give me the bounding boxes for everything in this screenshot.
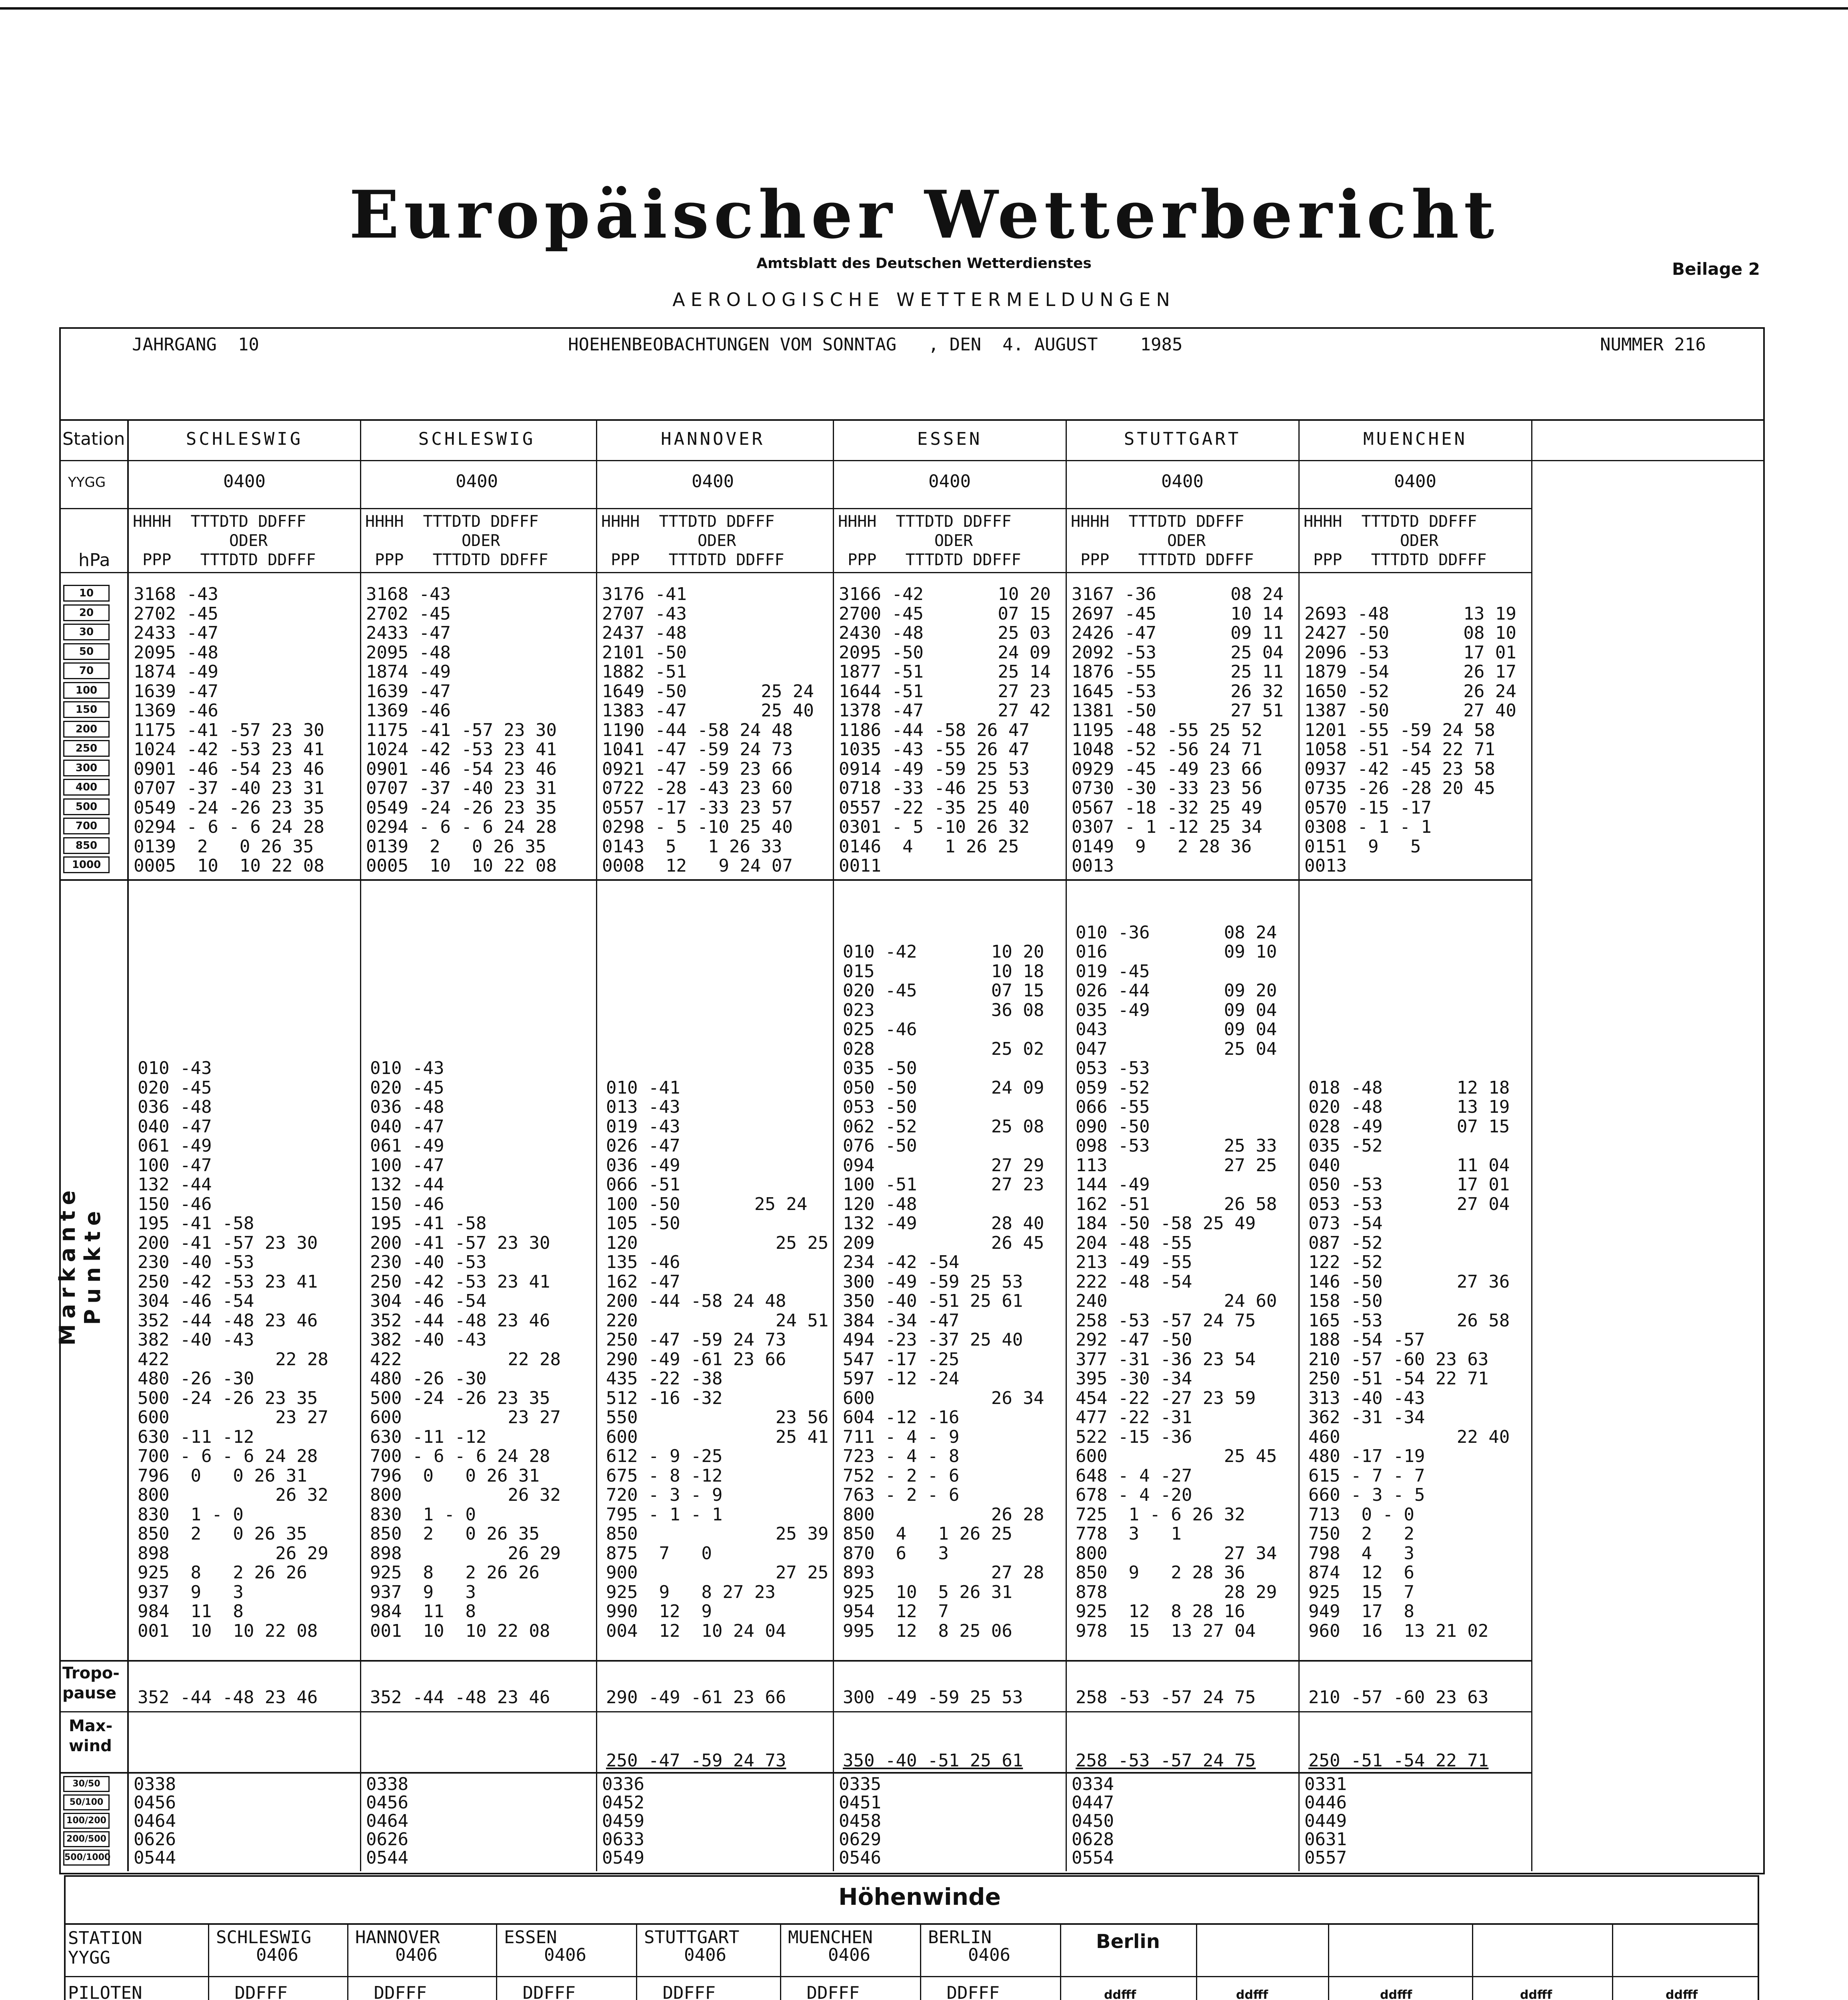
wind-col-rule (496, 1923, 497, 2000)
station-yygg: 0400 (692, 471, 734, 492)
wind-col-rule (780, 1923, 781, 2000)
thickness-level-box: 30/50 (63, 1776, 110, 1792)
maxwind-value: 258 -53 -57 24 75 (1076, 1750, 1256, 1771)
wind-station-yygg: 0406 (395, 1945, 438, 1965)
markante-punkte-label: Markante Punkte (55, 1184, 105, 1346)
top-rule (0, 7, 1848, 10)
tropopause-value: 258 -53 -57 24 75 (1076, 1687, 1256, 1708)
station-name: ESSEN (917, 429, 982, 449)
thickness-values: 0334 0447 0450 0628 0554 (1072, 1774, 1114, 1868)
thickness-level-box: 100/200 (63, 1813, 110, 1829)
wind-station-yygg: 0406 (684, 1945, 726, 1965)
yygg-label: YYGG (68, 474, 106, 490)
wind-col-rule (920, 1923, 921, 2000)
station-name: MUENCHEN (1363, 429, 1467, 449)
wind-col-rule (636, 1923, 637, 2000)
standard-levels: 3166 -42 10 20 2700 -45 07 15 2430 -48 25 03 2095 -50 24 09 1877 -51 25 14 1644 -51 27 23 1378 -47 27 42 1186 -44 -58 26 47 1035 -43 -55 26 47 0914 -49 -59 25 53 0718 -33 -46 25 53 0557 -22 -35 25 40 0301 - 5 -10 26 32 0146 4 1 26 25 0011 (839, 584, 1051, 876)
station-name: STUTTGART (1124, 429, 1241, 449)
hpa-level-box: 500 (63, 798, 110, 815)
standard-levels: 3168 -43 2702 -45 2433 -47 2095 -48 1874 -49 1639 -47 1369 -46 1175 -41 -57 23 30 1024 -42 -53 23 41 0901 -46 -54 23 46 0707 -37 -40 23 31 0549 -24 -26 23 35 0294 - 6 - 6 24 28 0139 2 0 26 35 0005 10 10 22 08 (134, 584, 324, 876)
ddfff-head: ddfff (1520, 1988, 1552, 2000)
column-header: HHHH TTTDTD DDFFF ODER PPP TTTDTD DDFFF (1304, 512, 1487, 569)
wind-station-yygg: 0406 (968, 1945, 1010, 1965)
thickness-values: 0338 0456 0464 0626 0544 (134, 1774, 176, 1868)
standard-levels: 3168 -43 2702 -45 2433 -47 2095 -48 1874 -49 1639 -47 1369 -46 1175 -41 -57 23 30 1024 -42 -53 23 41 0901 -46 -54 23 46 0707 -37 -40 23 31 0549 -24 -26 23 35 0294 - 6 - 6 24 28 0139 2 0 26 35 0005 10 10 22 08 (366, 584, 557, 876)
wind-station-name: SCHLESWIG (216, 1927, 312, 1948)
wind-station-name: MUENCHEN (788, 1927, 873, 1948)
wind-station-name: HANNOVER (355, 1927, 440, 1948)
wind-station-yygg: 0406 (828, 1945, 870, 1965)
wind-col-rule (1612, 1923, 1613, 2000)
station-name: HANNOVER (661, 429, 765, 449)
maxwind-value: 350 -40 -51 25 61 (843, 1750, 1023, 1771)
hpa-level-box: 70 (63, 662, 110, 679)
standard-levels: 3176 -41 2707 -43 2437 -48 2101 -50 1882 -51 1649 -50 25 24 1383 -47 25 40 1190 -44 -58 24 48 1041 -47 -59 24 73 0921 -47 -59 23 66 0722 -28 -43 23 60 0557 -17 -33 23 57 0298 - 5 -10 25 40 0143 5 1 26 33 0008 12 9 24 07 (602, 584, 814, 876)
station-name: SCHLESWIG (418, 429, 536, 449)
maxwind-label: Max- wind (69, 1717, 113, 1755)
berlin-title: Berlin (1096, 1930, 1160, 1953)
piloten-label: PILOTEN (68, 1983, 142, 2000)
markante-punkte: 010 -41 013 -43 019 -43 026 -47 036 -49 066 -51 100 -50 25 24 105 -50 120 25 25 135 -46 162 -47 200 -44 -58 24 48 220 24 51 250 -47 -59 24 73 290 -49 -61 23 66 435 -22 -38 512 -16 -32 550 23 56 600 25 41 612 - 9 -25 675 - 8 -12 720 - 3 - 9 795 - 1 - 1 850 25 39 875 7 0 900 27 25 925 9 8 27 23 990 12 9 004 12 10 24 04 (606, 1077, 829, 1641)
hpa-level-box: 1000 (63, 856, 110, 873)
wind-station-yygg: 0406 (544, 1945, 586, 1965)
observation-date: HOEHENBEOBACHTUNGEN VOM SONNTAG , DEN 4. AUGUST 1985 (568, 334, 1183, 355)
hpa-label: hPa (78, 550, 110, 570)
hpa-level-box: 20 (63, 604, 110, 621)
wind-station-name: BERLIN (928, 1927, 992, 1948)
wind-col-rule (1472, 1923, 1473, 2000)
hoehenwinde-title: Höhenwinde (838, 1883, 1001, 1910)
piloten-values: DDFFF (662, 1983, 716, 2000)
ddfff-head: ddfff (1666, 1988, 1698, 2000)
standard-levels: 3167 -36 08 24 2697 -45 10 14 2426 -47 09 11 2092 -53 25 04 1876 -55 25 11 1645 -53 26 32 1381 -50 27 51 1195 -48 -55 25 52 1048 -52 -56 24 71 0929 -45 -49 23 66 0730 -30 -33 23 56 0567 -18 -32 25 49 0307 - 1 -12 25 34 0149 9 2 28 36 0013 (1072, 584, 1284, 876)
hpa-level-box: 250 (63, 740, 110, 757)
tropopause-value: 290 -49 -61 23 66 (606, 1687, 786, 1708)
thickness-values: 0336 0452 0459 0633 0549 (602, 1774, 644, 1868)
wind-col-rule (1196, 1923, 1197, 2000)
hpa-level-box: 300 (63, 760, 110, 776)
section-title: AEROLOGISCHE WETTERMELDUNGEN (672, 289, 1176, 310)
column-header: HHHH TTTDTD DDFFF ODER PPP TTTDTD DDFFF (133, 512, 316, 569)
wind-col-rule (347, 1923, 348, 2000)
wind-station-yygg: 0406 (256, 1945, 298, 1965)
hpa-level-box: 30 (63, 624, 110, 640)
hpa-level-box: 850 (63, 837, 110, 854)
piloten-values: DDFFF (234, 1983, 288, 2000)
thickness-level-box: 200/500 (63, 1831, 110, 1847)
thickness-values: 0331 0446 0449 0631 0557 (1304, 1774, 1347, 1868)
column-header: HHHH TTTDTD DDFFF ODER PPP TTTDTD DDFFF (838, 512, 1021, 569)
column-header: HHHH TTTDTD DDFFF ODER PPP TTTDTD DDFFF (1071, 512, 1254, 569)
column-header: HHHH TTTDTD DDFFF ODER PPP TTTDTD DDFFF (365, 512, 548, 569)
wind-col-rule (1328, 1923, 1329, 2000)
markante-punkte: 010 -43 020 -45 036 -48 040 -47 061 -49 100 -47 132 -44 150 -46 195 -41 -58 200 -41 -57 23 30 230 -40 -53 250 -42 -53 23 41 304 -46 -54 352 -44 -48 23 46 382 -40 -43 422 22 28 480 -26 -30 500 -24 -26 23 35 600 23 27 630 -11 -12 700 - 6 - 6 24 28 796 0 0 26 31 800 26 32 830 1 - 0 850 2 0 26 35 898 26 29 925 8 2 26 26 937 9 3 984 11 8 001 10 10 22 08 (370, 1058, 561, 1641)
station-label: Station (62, 429, 125, 449)
hpa-level-box: 50 (63, 643, 110, 660)
wind-col-rule (208, 1923, 209, 2000)
wind-station-name: ESSEN (504, 1927, 557, 1948)
station-yygg: 0400 (1161, 471, 1204, 492)
column-header: HHHH TTTDTD DDFFF ODER PPP TTTDTD DDFFF (601, 512, 784, 569)
piloten-values: DDFFF (806, 1983, 860, 2000)
hpa-level-box: 150 (63, 701, 110, 718)
hpa-level-box: 700 (63, 818, 110, 834)
page-title: Europäischer Wetterbericht (349, 176, 1499, 253)
ddfff-head: ddfff (1236, 1988, 1268, 2000)
station-yygg: 0400 (456, 471, 498, 492)
tropopause-value: 352 -44 -48 23 46 (138, 1687, 318, 1708)
hpa-level-box: 10 (63, 585, 110, 602)
thickness-level-box: 50/100 (63, 1794, 110, 1810)
tropopause-label: Tropo- pause (62, 1664, 120, 1702)
markante-punkte: 010 -42 10 20 015 10 18 020 -45 07 15 023 36 08 025 -46 028 25 02 035 -50 050 -50 24 09 053 -50 062 -52 25 08 076 -50 094 27 29 100 -51 27 23 120 -48 132 -49 28 40 209 26 45 234 -42 -54 300 -49 -59 25 53 350 -40 -51 25 61 384 -34 -47 494 -23 -37 25 40 547 -17 -25 597 -12 -24 600 26 34 604 -12 -16 711 - 4 - 9 723 - 4 - 8 752 - 2 - 6 763 - 2 - 6 800 26 28 850 4 1 26 25 870 6 3 893 27 28 925 10 5 26 31 954 12 7 995 12 8 25 06 (843, 942, 1044, 1641)
piloten-values: DDFFF (946, 1983, 1000, 2000)
standard-levels: 2693 -48 13 19 2427 -50 08 10 2096 -53 17 01 1879 -54 26 17 1650 -52 26 24 1387 -50 27 40 1201 -55 -59 24 58 1058 -51 -54 22 71 0937 -42 -45 23 58 0735 -26 -28 20 45 0570 -15 -17 0308 - 1 - 1 0151 9 5 0013 (1304, 603, 1516, 876)
thickness-values: 0335 0451 0458 0629 0546 (839, 1774, 881, 1868)
tropopause-value: 352 -44 -48 23 46 (370, 1687, 550, 1708)
hpa-level-box: 400 (63, 779, 110, 796)
piloten-values: DDFFF (522, 1983, 576, 2000)
station-label: STATION YYGG (68, 1928, 142, 1968)
ddfff-head: ddfff (1380, 1988, 1412, 2000)
issue-number: NUMMER 216 (1600, 334, 1706, 355)
piloten-values: DDFFF (374, 1983, 427, 2000)
beilage-label: Beilage 2 (1672, 259, 1760, 279)
station-yygg: 0400 (1394, 471, 1436, 492)
thickness-values: 0338 0456 0464 0626 0544 (366, 1774, 408, 1868)
maxwind-value: 250 -47 -59 24 73 (606, 1750, 786, 1771)
markante-punkte: 010 -36 08 24 016 09 10 019 -45 026 -44 09 20 035 -49 09 04 043 09 04 047 25 04 053 -53 059 -52 066 -55 090 -50 098 -53 25 33 113 27 25 144 -49 162 -51 26 58 184 -50 -58 25 49 204 -48 -55 213 -49 -55 222 -48 -54 240 24 60 258 -53 -57 24 75 292 -47 -50 377 -31 -36 23 54 395 -30 -34 454 -22 -27 23 59 477 -22 -31 522 -15 -36 600 25 45 648 - 4 -27 678 - 4 -20 725 1 - 6 26 32 778 3 1 800 27 34 850 9 2 28 36 878 28 29 925 12 8 28 16 978 15 13 27 04 (1076, 922, 1277, 1641)
wind-station-name: STUTTGART (644, 1927, 740, 1948)
maxwind-value: 250 -51 -54 22 71 (1308, 1750, 1489, 1771)
ddfff-head: ddfff (1104, 1988, 1136, 2000)
jahrgang: JAHRGANG 10 (132, 334, 259, 355)
wind-col-rule (1060, 1923, 1061, 2000)
tropopause-value: 300 -49 -59 25 53 (843, 1687, 1023, 1708)
subtitle: Amtsblatt des Deutschen Wetterdienstes (756, 255, 1092, 272)
tropopause-value: 210 -57 -60 23 63 (1308, 1687, 1489, 1708)
markante-punkte: 018 -48 12 18 020 -48 13 19 028 -49 07 15 035 -52 040 11 04 050 -53 17 01 053 -53 27 04 073 -54 087 -52 122 -52 146 -50 27 36 158 -50 165 -53 26 58 188 -54 -57 210 -57 -60 23 63 250 -51 -54 22 71 313 -40 -43 362 -31 -34 460 22 40 480 -17 -19 615 - 7 - 7 660 - 3 - 5 713 0 - 0 750 2 2 798 4 3 874 12 6 925 15 7 949 17 8 960 16 13 21 02 (1308, 1077, 1510, 1641)
hpa-level-box: 200 (63, 721, 110, 738)
thickness-level-box: 500/1000 (63, 1850, 110, 1866)
station-yygg: 0400 (928, 471, 971, 492)
hpa-level-box: 100 (63, 682, 110, 699)
station-yygg: 0400 (223, 471, 266, 492)
station-name: SCHLESWIG (186, 429, 303, 449)
markante-punkte: 010 -43 020 -45 036 -48 040 -47 061 -49 100 -47 132 -44 150 -46 195 -41 -58 200 -41 -57 23 30 230 -40 -53 250 -42 -53 23 41 304 -46 -54 352 -44 -48 23 46 382 -40 -43 422 22 28 480 -26 -30 500 -24 -26 23 35 600 23 27 630 -11 -12 700 - 6 - 6 24 28 796 0 0 26 31 800 26 32 830 1 - 0 850 2 0 26 35 898 26 29 925 8 2 26 26 937 9 3 984 11 8 001 10 10 22 08 (138, 1058, 328, 1641)
